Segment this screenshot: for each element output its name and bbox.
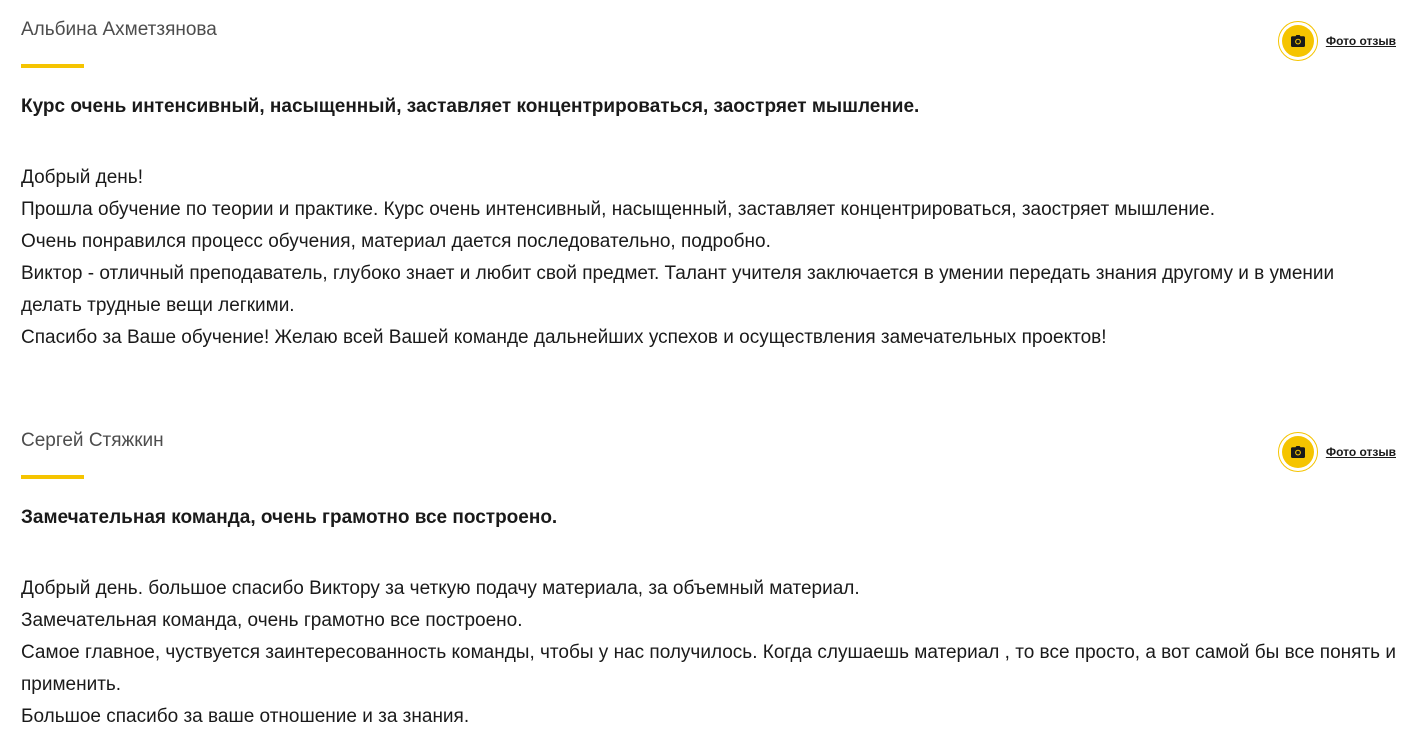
review-card bbox=[21, 18, 1401, 348]
review-line: Спасибо за Ваше обучение! Желаю всей Вашей команде дальнейших успехов и осуществления замечательных проектов! bbox=[21, 327, 1107, 348]
camera-badge[interactable] bbox=[1278, 432, 1318, 472]
photo-review-link[interactable] bbox=[1278, 21, 1396, 61]
review-author: Альбина Ахметзянова bbox=[21, 19, 217, 40]
review-body bbox=[21, 162, 1399, 354]
author-underline bbox=[21, 475, 84, 479]
review-card bbox=[21, 429, 1401, 727]
photo-review-label[interactable]: Фото отзыв bbox=[1325, 445, 1396, 459]
review-line: Самое главное, чуствуется заинтересованность команды, чтобы у нас получилось. Когда слушаешь материал , то все просто, а вот самой бы все понять и применить. bbox=[21, 642, 1396, 695]
review-body bbox=[21, 573, 1399, 733]
review-headline: Замечательная команда, очень грамотно все построено. bbox=[21, 507, 558, 528]
review-line: Очень понравился процесс обучения, материал дается последовательно, подробно. bbox=[21, 231, 771, 252]
review-line: Прошла обучение по теории и практике. Курс очень интенсивный, насыщенный, заставляет концентрироваться, заостряет мышление. bbox=[21, 199, 1215, 220]
review-line: Виктор - отличный преподаватель, глубоко знает и любит свой предмет. Талант учителя заключается в умении передать знания другому и в умении делать трудные вещи легкими. bbox=[21, 263, 1335, 316]
review-author: Сергей Стяжкин bbox=[21, 430, 164, 451]
camera-badge[interactable] bbox=[1278, 21, 1318, 61]
camera-icon bbox=[1282, 436, 1314, 468]
photo-review-label[interactable]: Фото отзыв bbox=[1325, 34, 1396, 48]
review-line: Добрый день! bbox=[21, 167, 143, 188]
review-line: Замечательная команда, очень грамотно все построено. bbox=[21, 610, 523, 631]
photo-review-link[interactable] bbox=[1278, 432, 1396, 472]
review-line: Большое спасибо за ваше отношение и за знания. bbox=[21, 706, 470, 727]
camera-icon bbox=[1282, 25, 1314, 57]
review-headline: Курс очень интенсивный, насыщенный, заставляет концентрироваться, заостряет мышление. bbox=[21, 96, 920, 117]
review-line: Добрый день. большое спасибо Виктору за четкую подачу материала, за объемный материал. bbox=[21, 578, 860, 599]
author-underline bbox=[21, 64, 84, 68]
